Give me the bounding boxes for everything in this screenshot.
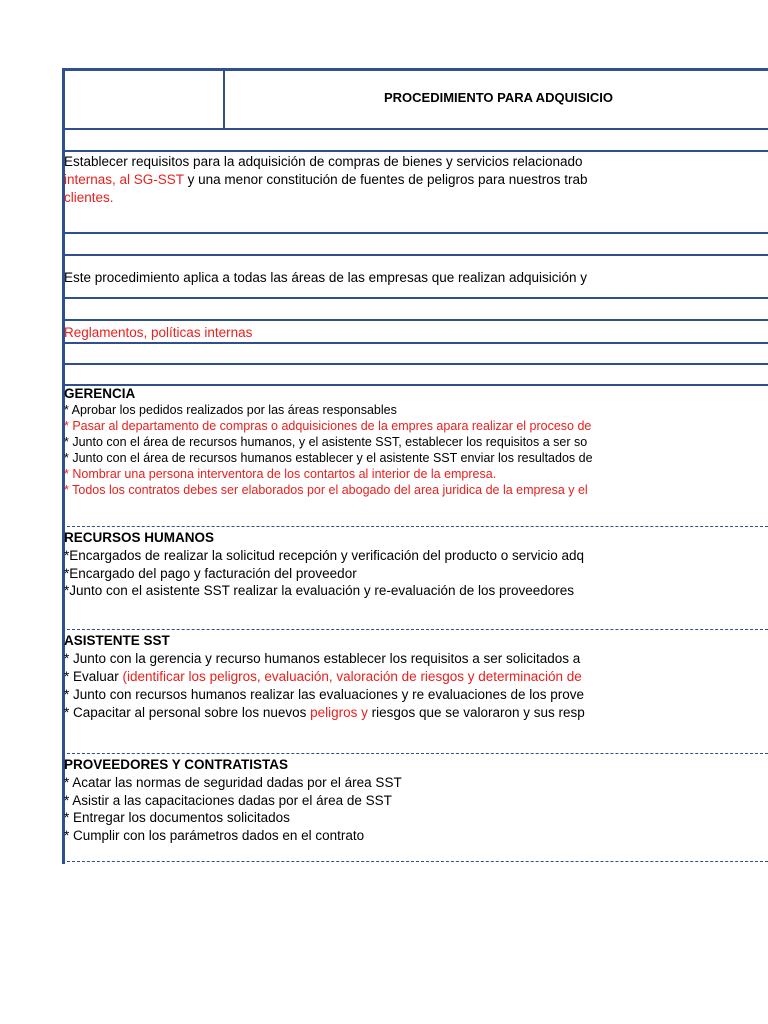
row-border: [62, 363, 768, 365]
objective-text: y una menor constitución de fuentes de peligros para nuestros trab: [183, 172, 588, 187]
asistente-item: * Junto con recursos humanos realizar las evaluaciones y re evaluaciones de los prove: [64, 687, 585, 702]
row-border: [62, 384, 768, 386]
proveedores-heading: PROVEEDORES Y CONTRATISTAS: [64, 757, 289, 772]
objective-text: Establecer requisitos para la adquisición de compras de bienes y servicios relacionado: [64, 154, 583, 169]
gerencia-item: * Junto con el área de recursos humanos, y el asistente SST, establecer los requisitos a ser so: [64, 435, 588, 449]
gerencia-item: * Junto con el área de recursos humanos establecer y el asistente SST enviar los resultados de: [64, 451, 593, 465]
gerencia-item: * Todos los contratos debes ser elaborados por el abogado del area juridica de la empresa y el: [64, 483, 588, 497]
proveedores-item: * Cumplir con los parámetros dados en el contrato: [64, 828, 365, 843]
asistente-item: * Junto con la gerencia y recurso humanos establecer los requisitos a ser solicitados a: [64, 651, 581, 666]
document-title: PROCEDIMIENTO PARA ADQUISICIO: [384, 90, 613, 105]
top-border: [62, 68, 768, 71]
row-border: [62, 297, 768, 299]
objective-line-1: [64, 153, 583, 171]
row-border: [62, 232, 768, 234]
section-divider: [62, 526, 768, 527]
objective-line-2: [64, 171, 588, 189]
asistente-item-highlight: peligros y: [310, 705, 368, 720]
proveedores-item: * Asistir a las capacitaciones dadas por el área de SST: [64, 793, 392, 808]
row-border: [62, 254, 768, 256]
objective-line-3: clientes.: [64, 190, 114, 205]
section-divider: [62, 629, 768, 630]
asistente-item-text: riesgos que se valoraron y sus resp: [367, 705, 585, 720]
asistente-item-text: * Evaluar: [64, 669, 123, 684]
references-text: Reglamentos, políticas internas: [64, 325, 253, 340]
recursos-item: *Junto con el asistente SST realizar la evaluación y re-evaluación de los proveedores: [64, 583, 575, 598]
header-bottom-border: [62, 128, 768, 130]
document-sheet: [62, 68, 768, 864]
gerencia-item: * Aprobar los pedidos realizados por las áreas responsables: [64, 403, 397, 417]
recursos-heading: RECURSOS HUMANOS: [64, 530, 215, 545]
asistente-item: [64, 704, 585, 722]
row-border: [62, 342, 768, 344]
recursos-item: *Encargado del pago y facturación del proveedor: [64, 566, 357, 581]
header-divider: [223, 68, 225, 130]
asistente-item-highlight: (identificar los peligros, evaluación, valoración de riesgos y determinación de: [122, 669, 582, 684]
asistente-heading: ASISTENTE SST: [64, 633, 170, 648]
objective-highlight: internas, al SG-SST: [64, 172, 184, 187]
proveedores-item: * Acatar las normas de seguridad dadas por el área SST: [64, 775, 402, 790]
gerencia-heading: GERENCIA: [64, 386, 136, 401]
scope-text: Este procedimiento aplica a todas las áreas de las empresas que realizan adquisición y: [64, 270, 588, 285]
row-border: [62, 319, 768, 321]
section-divider: [62, 861, 768, 862]
recursos-item: *Encargados de realizar la solicitud recepción y verificación del producto o servicio adq: [64, 548, 585, 563]
section-divider: [62, 753, 768, 754]
gerencia-item: * Pasar al departamento de compras o adquisiciones de la empres apara realizar el proceso de: [64, 419, 592, 433]
asistente-item-text: * Capacitar al personal sobre los nuevos: [64, 705, 311, 720]
row-border: [62, 150, 768, 152]
asistente-item: [64, 668, 582, 686]
proveedores-item: * Entregar los documentos solicitados: [64, 810, 290, 825]
gerencia-item: * Nombrar una persona interventora de los contartos al interior de la empresa.: [64, 467, 497, 481]
